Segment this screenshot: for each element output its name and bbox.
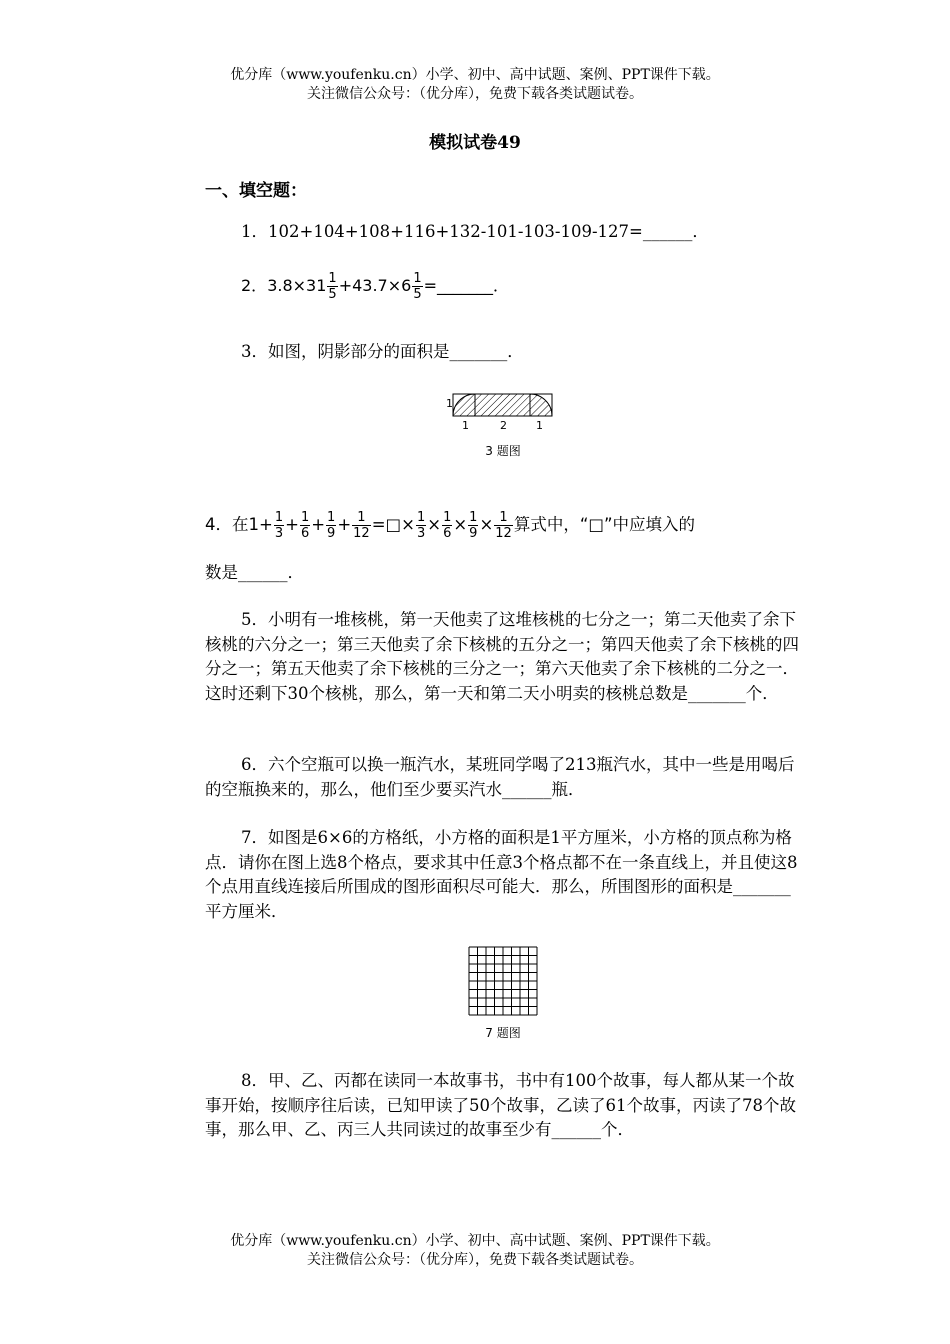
- q4-frac-4: $\frac{1}{12}$: [353, 510, 370, 541]
- header-line-2: 关注微信公众号：（优分库），免费下载各类试题试卷。: [307, 86, 643, 102]
- question-3: 3．如图，阴影部分的面积是_______．: [241, 342, 524, 361]
- fig7-caption: 7 题图: [485, 1026, 521, 1040]
- q2-prefix: 2．: [241, 276, 268, 295]
- question-4: [205, 510, 825, 541]
- q4-frac-5: $\frac{1}{3}$: [416, 510, 426, 541]
- q4-plus: +: [337, 515, 352, 534]
- fig3-caption: 3 题图: [485, 444, 521, 458]
- fig3-bottom-label-3: 1: [536, 419, 543, 432]
- shaded-right-arc: [530, 394, 552, 416]
- q4-equals-box: =□×: [371, 515, 415, 534]
- question-7: 7．如图是6×6的方格纸，小方格的面积是1平方厘米，小方格的顶点称为格点．请你在图上选8个格点，要求其中任意3个格点都不在一条直线上，并且使这8个点用直线连接后所围成的图形面积尽可能大．那么，所围图形的面积是_______平方厘米．: [205, 828, 798, 921]
- q4-frac-1: $\frac{1}{3}$: [274, 510, 284, 541]
- q4-frac-2: $\frac{1}{6}$: [300, 510, 310, 541]
- q4-plus: +: [285, 515, 299, 534]
- question-2: [241, 271, 801, 302]
- header-line-1: 优分库（www.youfenku.cn）小学、初中、高中试题、案例、PPT课件下载。: [230, 67, 720, 83]
- q2-fraction-1: $\frac{1}{5}$: [328, 271, 337, 302]
- section-heading: 一、填空题：: [205, 181, 307, 201]
- fig3-bottom-label-1: 1: [462, 419, 469, 432]
- q4-times: ×: [453, 515, 468, 534]
- page-footer: [0, 1232, 950, 1270]
- q4-suffix: 算式中，“□”中应填入的: [513, 515, 696, 534]
- footer-line-2: 关注微信公众号：（优分库），免费下载各类试题试卷。: [307, 1252, 643, 1268]
- q4-times: ×: [427, 515, 442, 534]
- figure-7: [468, 946, 538, 1046]
- question-6: 6．六个空瓶可以换一瓶汽水，某班同学喝了213瓶汽水，其中一些是用喝后的空瓶换来的，那么，他们至少要买汽水______瓶．: [205, 755, 795, 799]
- page-header: [0, 66, 950, 104]
- q4-times: ×: [479, 515, 494, 534]
- q2-fraction-2: $\frac{1}{5}$: [413, 271, 422, 302]
- question-8: 8．甲、乙、丙都在读同一本故事书，书中有100个故事，每人都从某一个故事开始，按顺序往后读，已知甲读了50个故事，乙读了61个故事，丙读了78个故事，那么甲、乙、丙三人共同读过的故事至少有______个．: [205, 1071, 796, 1139]
- question-1: 1．102+104+108+116+132-101-103-109-127=______．: [241, 222, 709, 241]
- q2-term-a: 3.8×31: [267, 276, 327, 295]
- q2-suffix: =_______．: [423, 276, 510, 295]
- q4-frac-8: $\frac{1}{12}$: [495, 510, 512, 541]
- q2-term-b: +43.7×6: [338, 276, 412, 295]
- figure-3: [448, 392, 558, 464]
- q4-frac-7: $\frac{1}{9}$: [469, 510, 478, 541]
- grid-6x6: [468, 946, 538, 1016]
- question-4-line-2: 数是______．: [205, 563, 304, 582]
- q4-plus: +: [311, 515, 326, 534]
- fig3-left-label: 1: [446, 397, 453, 410]
- question-5: 5．小明有一堆核桃，第一天他卖了这堆核桃的七分之一；第二天他卖了余下核桃的六分之一；第三天他卖了余下核桃的五分之一；第四天他卖了余下核桃的四分之一；第五天他卖了余下核桃的三分之一；第六天他卖了余下核桃的二分之一．这时还剩下30个核桃，那么，第一天和第二天小明卖的核桃总数是_______个．: [205, 610, 799, 703]
- fig3-bottom-label-2: 2: [500, 419, 507, 432]
- q4-frac-3: $\frac{1}{9}$: [327, 510, 336, 541]
- shaded-middle: [475, 394, 530, 416]
- shaded-left-arc: [453, 394, 475, 416]
- q4-frac-6: $\frac{1}{6}$: [443, 510, 452, 541]
- page-title: 模拟试卷49: [429, 133, 521, 153]
- footer-line-1: 优分库（www.youfenku.cn）小学、初中、高中试题、案例、PPT课件下载。: [230, 1233, 720, 1249]
- q4-prefix: 4．在1+: [205, 515, 273, 534]
